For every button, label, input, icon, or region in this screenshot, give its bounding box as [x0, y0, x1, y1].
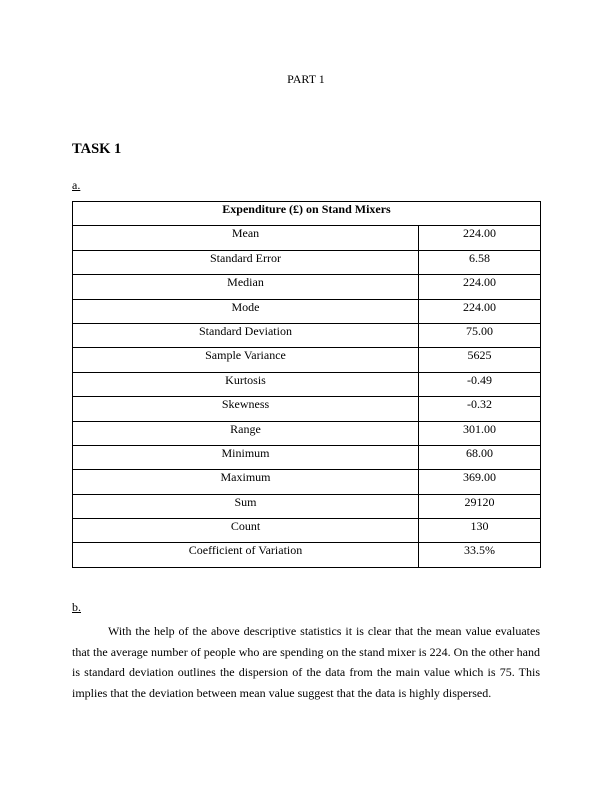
table-row — [73, 250, 541, 274]
statistic-value: 29120 — [419, 494, 541, 518]
section-a-label: a. — [72, 178, 81, 192]
table-row — [73, 397, 541, 421]
descriptive-statistics-table — [72, 201, 541, 568]
statistic-label: Standard Error — [73, 250, 419, 274]
statistic-value: 301.00 — [419, 421, 541, 445]
page-part-title: PART 1 — [287, 72, 325, 86]
table-title-row — [73, 202, 541, 226]
statistic-value: 224.00 — [419, 226, 541, 250]
statistic-label: Count — [73, 519, 419, 543]
statistic-label: Mean — [73, 226, 419, 250]
table-row — [73, 445, 541, 469]
table-title: Expenditure (£) on Stand Mixers — [73, 202, 541, 226]
statistic-label: Mode — [73, 299, 419, 323]
statistic-label: Sample Variance — [73, 348, 419, 372]
statistic-label: Standard Deviation — [73, 323, 419, 347]
task-heading: TASK 1 — [72, 141, 122, 157]
table-row — [73, 323, 541, 347]
table-row — [73, 543, 541, 567]
statistic-value: 130 — [419, 519, 541, 543]
statistic-value: 75.00 — [419, 323, 541, 347]
table-row — [73, 226, 541, 250]
statistic-label: Skewness — [73, 397, 419, 421]
table-row — [73, 299, 541, 323]
statistic-value: 33.5% — [419, 543, 541, 567]
statistic-label: Maximum — [73, 470, 419, 494]
statistic-label: Sum — [73, 494, 419, 518]
statistic-value: 224.00 — [419, 275, 541, 299]
section-b-label: b. — [72, 600, 81, 614]
analysis-paragraph: With the help of the above descriptive statistics it is clear that the mean value evaluates that the average number of people who are spending on the stand mixer is 224. On the other hand is standard deviation outlines the dispersion of the data from the main value which is 75. This implies that the deviation between mean value suggest that the data is highly dispersed. — [72, 624, 540, 700]
statistic-label: Range — [73, 421, 419, 445]
statistic-value: 68.00 — [419, 445, 541, 469]
table-row — [73, 519, 541, 543]
table-row — [73, 494, 541, 518]
statistic-value: -0.32 — [419, 397, 541, 421]
statistic-label: Minimum — [73, 445, 419, 469]
statistic-value: 224.00 — [419, 299, 541, 323]
table-row — [73, 470, 541, 494]
statistic-value: -0.49 — [419, 372, 541, 396]
statistic-value: 369.00 — [419, 470, 541, 494]
statistic-label: Kurtosis — [73, 372, 419, 396]
table-row — [73, 421, 541, 445]
table-row — [73, 372, 541, 396]
table-row — [73, 275, 541, 299]
statistic-label: Coefficient of Variation — [73, 543, 419, 567]
statistic-value: 5625 — [419, 348, 541, 372]
statistic-value: 6.58 — [419, 250, 541, 274]
statistic-label: Median — [73, 275, 419, 299]
table-row — [73, 348, 541, 372]
